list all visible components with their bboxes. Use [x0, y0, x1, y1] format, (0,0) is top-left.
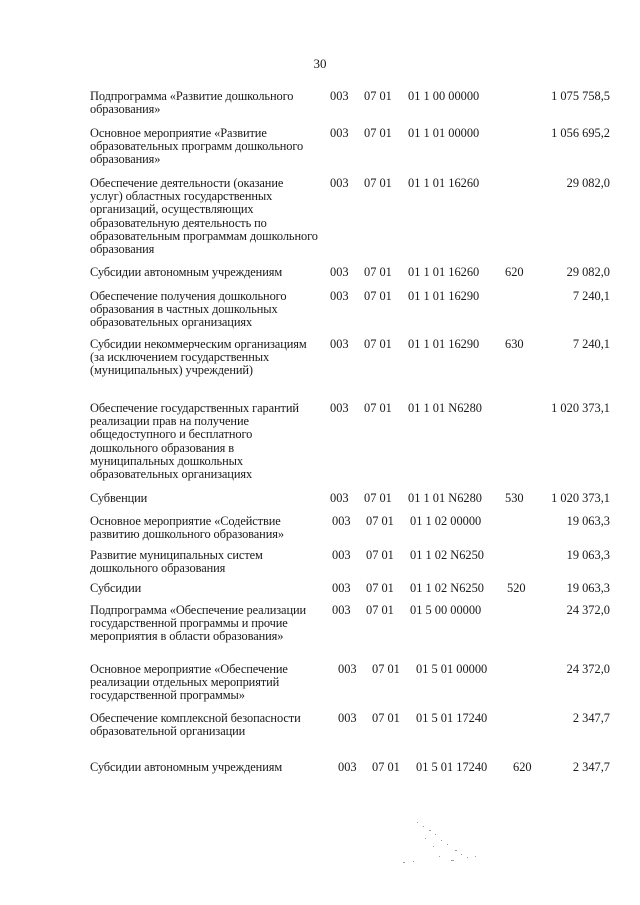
row-target-code: 01 1 01 16260 — [408, 176, 480, 190]
row-ministry-code: 003 — [332, 603, 351, 617]
row-ministry-code: 003 — [330, 89, 349, 103]
row-target-code: 01 1 02 N6250 — [410, 548, 484, 562]
page-number: 30 — [313, 56, 327, 71]
row-ministry-code: 003 — [330, 491, 349, 505]
row-name: Обеспечение государственных гарантий реализации прав на получение общедоступного и бесплатного дошкольного образования в муниципальных дошкольных образовательных организациях — [90, 401, 299, 482]
row-name: Обеспечение деятельности (оказание услуг) областных государственных организаций, осуществляющих образовательную деятельность по образовательным программам дошкольного образования — [90, 176, 318, 257]
row-section-code: 07 01 — [364, 176, 392, 190]
row-section-code: 07 01 — [364, 289, 392, 303]
row-name: Субсидии — [90, 581, 142, 595]
row-section-code: 07 01 — [364, 89, 392, 103]
row-amount: 24 372,0 — [566, 662, 610, 676]
row-target-code: 01 5 00 00000 — [410, 603, 482, 617]
row-section-code: 07 01 — [364, 265, 392, 279]
row-expense-code: 620 — [513, 760, 532, 774]
row-target-code: 01 5 01 17240 — [416, 760, 488, 774]
row-amount: 1 020 373,1 — [551, 491, 610, 505]
row-ministry-code: 003 — [332, 514, 351, 528]
row-ministry-code: 003 — [330, 289, 349, 303]
row-section-code: 07 01 — [366, 581, 394, 595]
scan-speckle — [395, 820, 485, 870]
row-target-code: 01 5 01 00000 — [416, 662, 488, 676]
row-target-code: 01 1 02 N6250 — [410, 581, 484, 595]
row-target-code: 01 1 00 00000 — [408, 89, 480, 103]
row-amount: 2 347,7 — [572, 711, 610, 725]
row-amount: 2 347,7 — [572, 760, 610, 774]
row-amount: 29 082,0 — [566, 176, 610, 190]
row-ministry-code: 003 — [330, 265, 349, 279]
row-amount: 7 240,1 — [572, 289, 610, 303]
row-name: Субсидии автономным учреждениям — [90, 265, 283, 279]
row-section-code: 07 01 — [366, 514, 394, 528]
row-section-code: 07 01 — [364, 491, 392, 505]
row-section-code: 07 01 — [364, 401, 392, 415]
row-name: Обеспечение комплексной безопасности образовательной организации — [90, 711, 301, 739]
row-name: Субсидии некоммерческим организациям (за исключением государственных (муниципальных) учреждений) — [90, 337, 307, 378]
row-name: Основное мероприятие «Обеспечение реализации отдельных мероприятий государственной программы» — [90, 662, 288, 703]
row-name: Основное мероприятие «Развитие образовательных программ дошкольного образования» — [90, 126, 304, 167]
row-ministry-code: 003 — [330, 401, 349, 415]
row-ministry-code: 003 — [338, 711, 357, 725]
row-target-code: 01 1 01 16290 — [408, 337, 480, 351]
row-amount: 1 075 758,5 — [551, 89, 610, 103]
row-target-code: 01 1 01 16290 — [408, 289, 480, 303]
row-section-code: 07 01 — [364, 337, 392, 351]
row-name: Подпрограмма «Развитие дошкольного образования» — [90, 89, 294, 117]
row-amount: 7 240,1 — [572, 337, 610, 351]
row-expense-code: 630 — [505, 337, 524, 351]
row-name: Субвенции — [90, 491, 148, 505]
row-name: Субсидии автономным учреждениям — [90, 760, 283, 774]
row-section-code: 07 01 — [366, 548, 394, 562]
row-expense-code: 520 — [507, 581, 526, 595]
row-amount: 24 372,0 — [566, 603, 610, 617]
row-expense-code: 530 — [505, 491, 524, 505]
row-name: Основное мероприятие «Содействие развитию дошкольного образования» — [90, 514, 284, 542]
row-name: Подпрограмма «Обеспечение реализации государственной программы и прочие мероприятия в области образования» — [90, 603, 307, 644]
row-amount: 19 063,3 — [566, 581, 610, 595]
row-amount: 29 082,0 — [566, 265, 610, 279]
row-section-code: 07 01 — [372, 711, 400, 725]
row-section-code: 07 01 — [364, 126, 392, 140]
row-ministry-code: 003 — [338, 662, 357, 676]
row-ministry-code: 003 — [338, 760, 357, 774]
row-expense-code: 620 — [505, 265, 524, 279]
row-name: Развитие муниципальных систем дошкольного образования — [90, 548, 263, 576]
row-target-code: 01 1 01 N6280 — [408, 491, 482, 505]
row-target-code: 01 1 02 00000 — [410, 514, 482, 528]
row-ministry-code: 003 — [330, 176, 349, 190]
row-target-code: 01 1 01 16260 — [408, 265, 480, 279]
row-target-code: 01 1 01 00000 — [408, 126, 480, 140]
row-section-code: 07 01 — [372, 760, 400, 774]
row-ministry-code: 003 — [330, 126, 349, 140]
row-ministry-code: 003 — [332, 548, 351, 562]
row-amount: 1 056 695,2 — [551, 126, 610, 140]
row-ministry-code: 003 — [332, 581, 351, 595]
row-target-code: 01 1 01 N6280 — [408, 401, 482, 415]
row-amount: 19 063,3 — [566, 514, 610, 528]
row-section-code: 07 01 — [372, 662, 400, 676]
row-name: Обеспечение получения дошкольного образования в частных дошкольных образовательных организациях — [90, 289, 287, 330]
row-amount: 1 020 373,1 — [551, 401, 610, 415]
row-amount: 19 063,3 — [566, 548, 610, 562]
row-ministry-code: 003 — [330, 337, 349, 351]
row-target-code: 01 5 01 17240 — [416, 711, 488, 725]
row-section-code: 07 01 — [366, 603, 394, 617]
